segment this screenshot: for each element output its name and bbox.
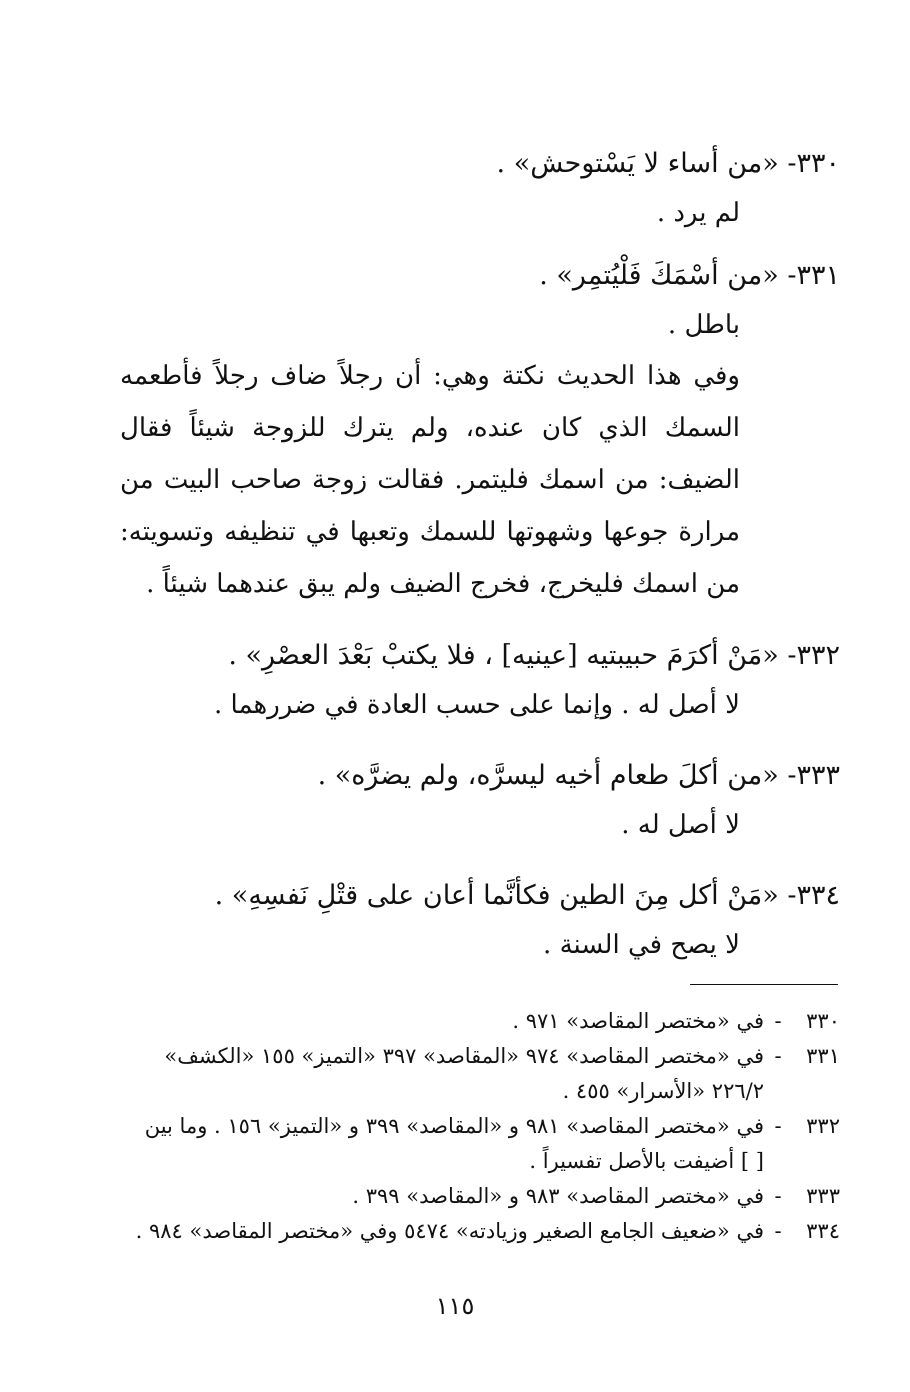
entry-332 bbox=[120, 632, 840, 730]
footnote-number: ٣٣٣ bbox=[806, 1184, 840, 1208]
entry-heading: ٣٣٠- «من أساء لا يَسْتوحش» . bbox=[496, 148, 840, 179]
footnote-dash: - bbox=[774, 1114, 782, 1138]
entry-verdict: لا أصل له . وإنما على حسب العادة في ضررهما . bbox=[214, 690, 740, 720]
entry-verdict: لا يصح في السنة . bbox=[543, 930, 740, 960]
footnote-331 bbox=[130, 1039, 840, 1109]
footnote-332 bbox=[130, 1109, 840, 1179]
footnote-dash: - bbox=[774, 1044, 782, 1068]
footnote-dash: - bbox=[774, 1184, 782, 1208]
footnote-number: ٣٣٠ bbox=[806, 1009, 840, 1033]
footnote-text: في «مختصر المقاصد» ٩٨١ و «المقاصد» ٣٩٩ و «التميز» ١٥٦ . وما بين [ ] أضيفت بالأصل تفسيراً . bbox=[144, 1114, 764, 1173]
footnote-number: ٣٣١ bbox=[806, 1044, 840, 1068]
entry-heading: ٣٣٤- «مَنْ أكل مِنَ الطين فكأنَّما أعان على قتْلِ نَفسِهِ» . bbox=[214, 880, 840, 911]
entry-331 bbox=[120, 252, 840, 610]
entry-verdict: لم يرد . bbox=[656, 198, 740, 228]
footnote-text: في «مختصر المقاصد» ٩٨٣ و «المقاصد» ٣٩٩ . bbox=[352, 1184, 764, 1208]
footnote-number: ٣٣٢ bbox=[806, 1114, 840, 1138]
footnote-divider bbox=[690, 984, 838, 985]
footnote-330 bbox=[130, 1004, 840, 1039]
footnote-334 bbox=[130, 1214, 840, 1249]
footnote-333 bbox=[130, 1179, 840, 1214]
footnote-text: في «مختصر المقاصد» ٩٧٤ «المقاصد» ٣٩٧ «التميز» ١٥٥ «الكشف» ٢٢٦/٢ «الأسرار» ٤٥٥ . bbox=[164, 1044, 764, 1103]
footnotes bbox=[130, 1004, 840, 1249]
page-number: ١١٥ bbox=[435, 1292, 475, 1320]
main-text bbox=[120, 140, 840, 970]
footnote-text: في «مختصر المقاصد» ٩٧١ . bbox=[512, 1009, 764, 1033]
entry-334 bbox=[120, 872, 840, 970]
entry-verdict: لا أصل له . bbox=[621, 810, 740, 840]
entry-333 bbox=[120, 752, 840, 850]
footnote-dash: - bbox=[774, 1009, 782, 1033]
entry-note: وفي هذا الحديث نكتة وهي: أن رجلاً ضاف رجلاً فأطعمه السمك الذي كان عنده، ولم يترك للزوجة شيئاً فقال الضيف: من اسمك فليتمر. فقالت زوجة صاحب البيت من مرارة جوعها وشهوتها للسمك وتعبها في تنظيفه وتسويته: من اسمك فليخرج، فخرج الضيف ولم يبق عندهما شيئاً . bbox=[120, 361, 740, 599]
footnote-dash: - bbox=[774, 1219, 782, 1243]
footnote-number: ٣٣٤ bbox=[806, 1219, 840, 1243]
entry-heading: ٣٣٢- «مَنْ أكرَمَ حبيبتيه [عينيه] ، فلا يكتبْ بَعْدَ العصْرِ» . bbox=[228, 640, 840, 671]
entry-heading: ٣٣٣- «من أكلَ طعام أخيه ليسرَّه، ولم يضرَّه» . bbox=[317, 760, 840, 791]
footnote-text: في «ضعيف الجامع الصغير وزيادته» ٥٤٧٤ وفي «مختصر المقاصد» ٩٨٤ . bbox=[135, 1219, 764, 1243]
entry-verdict: باطل . bbox=[667, 310, 740, 340]
entry-330 bbox=[120, 140, 840, 238]
entry-heading: ٣٣١- «من أسْمَكَ فَلْيُتمِر» . bbox=[539, 260, 840, 291]
